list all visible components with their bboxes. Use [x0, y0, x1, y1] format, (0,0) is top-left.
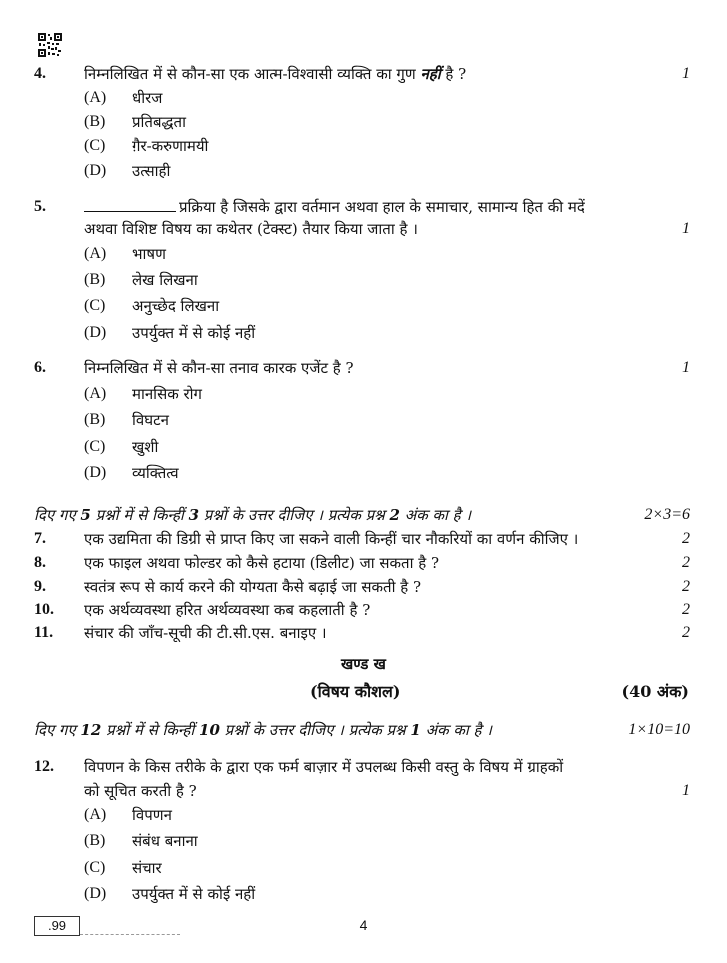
section-b-header	[0, 652, 727, 676]
question-marks: 1	[682, 65, 690, 82]
option-a: (A) धीरज	[84, 89, 163, 107]
question-5	[0, 195, 727, 219]
section-b-subheader	[0, 680, 727, 704]
question-marks: 1	[682, 359, 690, 376]
section-marks: (40 अंक)	[621, 682, 689, 701]
instruction-marks: 2×3=6	[644, 506, 690, 523]
option-c: (C) अनुच्छेद लिखना	[84, 297, 220, 315]
page-number: 4	[359, 917, 368, 933]
footer-divider	[80, 934, 180, 935]
question-text: निम्नलिखित में से कौन-सा एक आत्म-विश्वासी व्यक्ति का गुण नहीं है ?	[84, 65, 467, 83]
qr-code-icon	[38, 33, 62, 57]
option-c: (C) संचार	[84, 859, 162, 877]
paper-code: .99	[34, 916, 80, 936]
option-a: (A) भाषण	[84, 245, 166, 263]
question-number: 4.	[34, 65, 46, 82]
option-c: (C) ग़ैर-करुणामयी	[84, 137, 209, 155]
option-b: (B) प्रतिबद्धता	[84, 113, 186, 131]
instruction-text: दिए गए 12 प्रश्नों में से किन्हीं 10 प्रश्नों के उत्तर दीजिए । प्रत्येक प्रश्न 1 अंक का है ।	[34, 721, 492, 739]
question-text: प्रक्रिया है जिसके द्वारा वर्तमान अथवा हाल के समाचार, सामान्य हित की मदें	[84, 195, 585, 219]
option-a: (A) विपणन	[84, 806, 172, 824]
question-number: 6.	[34, 359, 46, 376]
question-text: को सूचित करती है ?	[84, 782, 197, 800]
question-10: 10. एक अर्थव्यवस्था हरित अर्थव्यवस्था कब कहलाती है ? 2	[34, 601, 690, 619]
instruction-section-b	[0, 718, 727, 742]
option-c: (C) खुशी	[84, 438, 159, 456]
emphasis-text: नहीं	[420, 65, 441, 83]
option-d: (D) व्यक्तित्व	[84, 464, 179, 482]
instruction-section-a	[0, 503, 727, 527]
question-5-line2	[0, 217, 727, 241]
question-marks: 1	[682, 220, 690, 237]
question-11: 11. संचार की जाँच-सूची की टी.सी.एस. बनाइए । 2	[34, 624, 690, 642]
question-number: 5.	[34, 198, 46, 215]
option-d: (D) उत्साही	[84, 162, 171, 180]
instruction-marks: 1×10=10	[628, 721, 690, 738]
question-6	[0, 356, 727, 380]
option-a: (A) मानसिक रोग	[84, 385, 202, 403]
option-d: (D) उपर्युक्त में से कोई नहीं	[84, 324, 256, 342]
question-text: विपणन के किस तरीके के द्वारा एक फर्म बाज़ार में उपलब्ध किसी वस्तु के विषय में ग्राहकों	[84, 758, 564, 776]
question-12-line2	[0, 779, 727, 803]
question-4	[0, 62, 727, 86]
fill-blank	[84, 197, 176, 212]
question-7: 7. एक उद्यमिता की डिग्री से प्राप्त किए जा सकने वाली किन्हीं चार नौकरियों का वर्णन कीजिए । 2	[34, 530, 690, 548]
question-marks: 1	[682, 782, 690, 799]
option-b: (B) लेख लिखना	[84, 271, 198, 289]
question-9: 9. स्वतंत्र रूप से कार्य करने की योग्यता कैसे बढ़ाई जा सकती है ? 2	[34, 578, 690, 596]
instruction-text: दिए गए 5 प्रश्नों में से किन्हीं 3 प्रश्नों के उत्तर दीजिए । प्रत्येक प्रश्न 2 अंक का है ।	[34, 506, 472, 524]
question-12	[0, 755, 727, 779]
question-8: 8. एक फाइल अथवा फोल्डर को कैसे हटाया (डिलीट) जा सकता है ? 2	[34, 554, 690, 572]
question-text: अथवा विशिष्ट विषय का कथेतर (टेक्स्ट) तैयार किया जाता है ।	[84, 220, 418, 238]
question-text: निम्नलिखित में से कौन-सा तनाव कारक एजेंट है ?	[84, 359, 354, 377]
section-title: खण्ड ख	[341, 655, 386, 673]
question-number: 12.	[34, 758, 54, 775]
section-subtitle: (विषय कौशल)	[310, 682, 401, 701]
option-b: (B) विघटन	[84, 411, 169, 429]
option-b: (B) संबंध बनाना	[84, 832, 198, 850]
option-d: (D) उपर्युक्त में से कोई नहीं	[84, 885, 256, 903]
